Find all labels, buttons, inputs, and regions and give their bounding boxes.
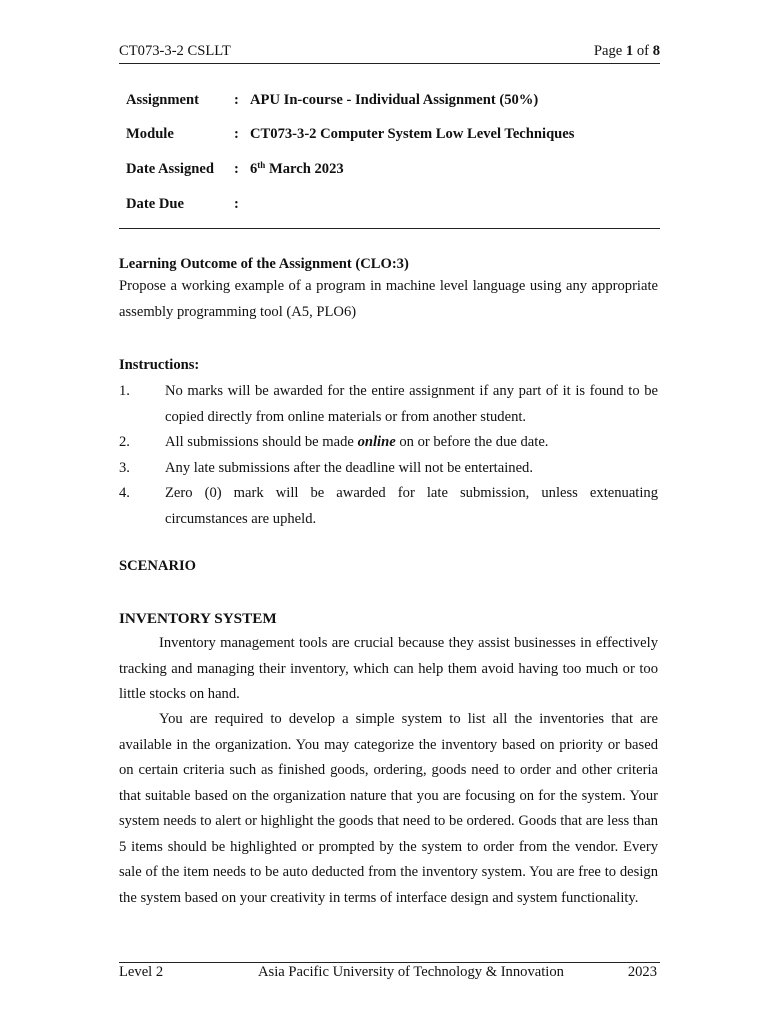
page-number: Page 1 of 8 <box>593 43 660 59</box>
instructions-title: Instructions: <box>119 357 200 373</box>
assignment-value: APU In-course - Individual Assignment (50%) <box>250 92 539 108</box>
date-assigned-value: 6th March 2023 <box>250 160 344 177</box>
instruction-item: 3. Any late submissions after the deadline will not be entertained. <box>119 459 533 476</box>
instructions-list <box>119 379 658 532</box>
footer-year: 2023 <box>627 964 657 980</box>
date-due-label: Date Due <box>126 196 184 212</box>
instruction-item: 2. All submissions should be made online on or before the due date. <box>119 434 549 450</box>
inventory-system-heading: INVENTORY SYSTEM <box>119 610 277 627</box>
page-footer <box>119 962 660 984</box>
instruction-item: 4. Zero (0) mark will be awarded for late submission, unless extenuating circumstances are upheld. <box>119 485 658 527</box>
module-label: Module <box>126 126 174 142</box>
footer-level: Level 2 <box>119 964 164 980</box>
scenario-heading: SCENARIO <box>119 558 197 574</box>
module-value: CT073-3-2 Computer System Low Level Techniques <box>250 126 575 142</box>
learning-outcome-title: Learning Outcome of the Assignment (CLO:3) <box>119 256 409 272</box>
scenario-paragraph: You are required to develop a simple system to list all the inventories that are available in the organization. You may categorize the inventory based on priority or based on certain criteria such as finished goods, ordering, goods need to order and other criteria that suitable based on the organization nature that you are focusing on for the system. Your system needs to alert or highlight the goods that need to be ordered. Goods that are less than 5 items should be highlighted or prompted by the system to order from the vendor. Every sale of the item needs to be auto deducted from the inventory system. You are free to design the system based on your creativity in terms of interface design and system functionality. <box>119 711 658 906</box>
scenario-paragraph: Inventory management tools are crucial because they assist businesses in effectively tracking and managing their inventory, which can help them avoid having too much or too little stocks on hand. <box>119 635 658 702</box>
assignment-details: Assignment : APU In-course - Individual Assignment (50%) Module : CT073-3-2 Computer System Low Level Techniques Date Assigned : 6th March 2023 Date Due : <box>119 86 660 229</box>
footer-university: Asia Pacific University of Technology & Innovation <box>258 964 564 980</box>
date-assigned-label: Date Assigned <box>126 161 214 177</box>
page-header <box>119 43 660 64</box>
assignment-label: Assignment <box>126 92 199 108</box>
instruction-item: 1. No marks will be awarded for the entire assignment if any part of it is found to be copied directly from online materials or from another student. <box>119 383 658 425</box>
course-code: CT073-3-2 CSLLT <box>119 43 231 59</box>
learning-outcome-text: Propose a working example of a program in machine level language using any appropriate assembly programming tool (A5, PLO6) <box>119 278 658 320</box>
